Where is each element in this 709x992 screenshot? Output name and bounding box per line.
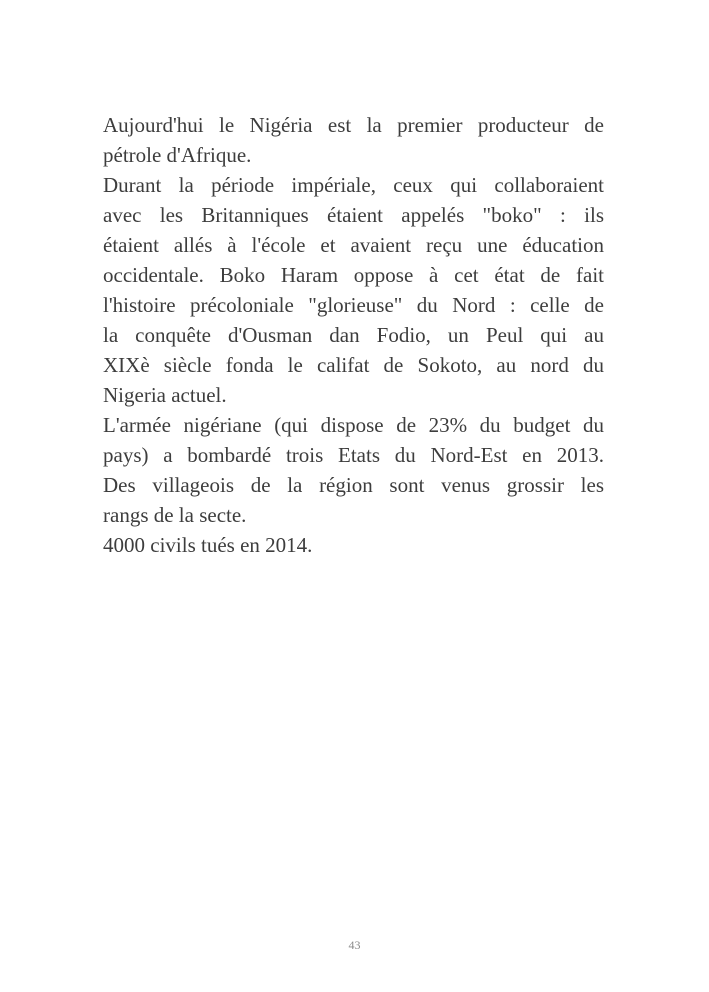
text-line: 4000 civils tués en 2014. — [103, 533, 313, 557]
page-number: 43 — [348, 938, 361, 952]
text-line: occidentale. Boko Haram oppose à cet état de fait — [103, 263, 604, 287]
text-line: Des villageois de la région sont venus grossir les — [103, 473, 604, 497]
text-line: avec les Britanniques étaient appelés "boko" : ils — [103, 203, 604, 227]
text-line: étaient allés à l'école et avaient reçu une éducation — [103, 233, 604, 257]
text-line: pays) a bombardé trois Etats du Nord-Est en 2013. — [103, 443, 604, 467]
text-block — [103, 110, 604, 560]
text-line: Aujourd'hui le Nigéria est la premier producteur de — [103, 113, 604, 137]
text-line: l'histoire précoloniale "glorieuse" du Nord : celle de — [103, 293, 604, 317]
text-line: L'armée nigériane (qui dispose de 23% du budget du — [103, 413, 604, 437]
text-line: rangs de la secte. — [103, 503, 247, 527]
text-line: XIXè siècle fonda le califat de Sokoto, au nord du — [103, 353, 604, 377]
text-line: Nigeria actuel. — [103, 383, 227, 407]
text-line: la conquête d'Ousman dan Fodio, un Peul qui au — [103, 323, 604, 347]
text-line: pétrole d'Afrique. — [103, 143, 252, 167]
text-line: Durant la période impériale, ceux qui collaboraient — [103, 173, 604, 197]
